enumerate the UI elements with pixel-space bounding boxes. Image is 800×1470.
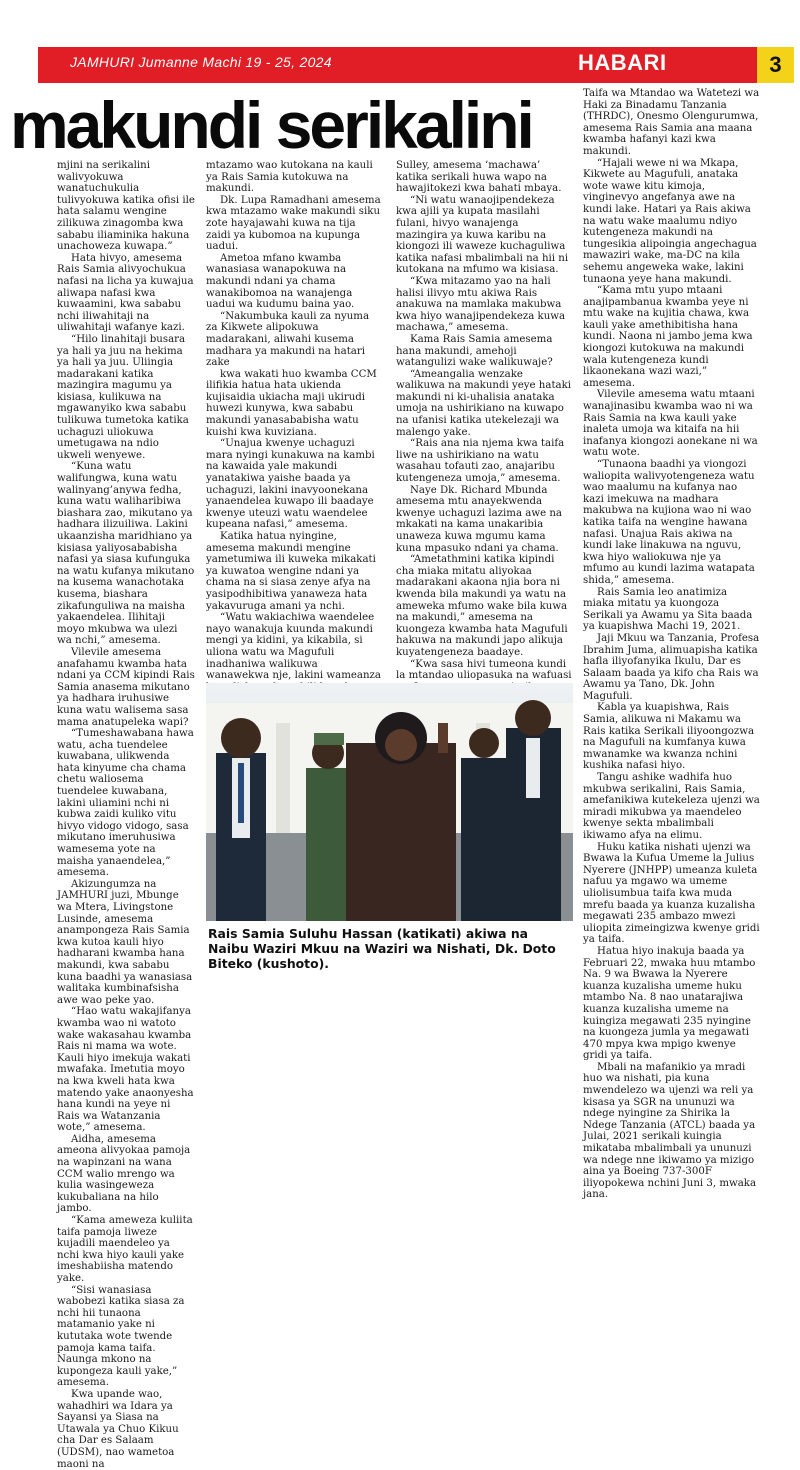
paragraph: “Tunaona baadhi ya viongozi waliopita walivyotengeneza watu wao maalumu na kufanya nao kazi imekuwa na madhara makubwa na kujiona wao ni wao katika taifa na wengine hawana nafasi. Unajua Rais akiwa na kundi lake linakuwa na nguvu, kwa hiyo waliokuwa nje ya mfumo au kundi lazima watapata shida,” amesema.: [583, 459, 755, 586]
paragraph: “Hao watu wakajifanya kwamba wao ni watoto wake wakasahau kwamba Rais ni mama wa wote. Kauli hiyo imekuja wakati mwafaka. Imetutia moyo na kwa kweli hata kwa matendo yake anaonyesha hana kundi na yeye ni Rais wa Watanzania wote,” amesema.: [57, 1006, 194, 1134]
paragraph: Dk. Lupa Ramadhani amesema kwa mtazamo wake makundi siku zote hayajawahi kuwa na tija zaidi ya kubomoa na kupunga uadui.: [206, 194, 381, 253]
paragraph: “Unajua kwenye uchaguzi mara nyingi kunakuwa na kambi na kawaida yale makundi yanatakiwa yaishe baada ya uchaguzi, lakini inavyoonekana yanaendelea kuwapo ili baadaye kwenye uteuzi watu waendelee kupeana nafasi,” amesema.: [206, 438, 375, 531]
news-photo: [206, 683, 573, 921]
paragraph: “Rais ana nia njema kwa taifa liwe na ushirikiano na watu wasahau tofauti zao, anajaribu kutengeneza umoja,” amesema.: [396, 438, 565, 485]
article-column-2: [206, 160, 382, 682]
paragraph: Aidha, amesema ameona alivyokaa pamoja na wapinzani na wana CCM walio mrengo wa kulia wasingeweza kukubaliana na hilo jambo.: [57, 1133, 191, 1215]
paragraph: Jaji Mkuu wa Tanzania, Profesa Ibrahim Juma, alimuapisha katika hafla iliyofanyika Ikulu, Dar es Salaam baada ya kifo cha Rais wa Awamu ya Tano, Dk. John Magufuli.: [583, 632, 760, 702]
article-column-3: [396, 160, 573, 682]
page-number: 3: [769, 52, 782, 77]
paragraph: Naye Dk. Richard Mbunda amesema mtu anayekwenda kwenye uchaguzi lazima awe na mkakati na kama unakaribia unaweza kuwa mgumu kama kuna mpasuko ndani ya chama.: [396, 484, 562, 554]
article-column-4: [583, 88, 760, 1201]
paragraph: “Watu wakiachiwa waendelee nayo wanakuja kuunda makundi mengi ya kidini, ya kikabila, si uliona watu wa Magufuli inadhaniwa walikuwa wanawekwa nje, lakini wameanza: [206, 612, 381, 682]
paragraph: Taifa wa Mtandao wa Watetezi wa Haki za Binadamu Tanzania (THRDC), Onesmo Olengurumwa, amesema Rais Samia ana maana kwamba hafanyi kazi kwa makundi.: [583, 88, 760, 157]
paragraph: Tangu ashike wadhifa huo mkubwa serikalini, Rais Samia, amefanikiwa kutekeleza ujenzi wa miradi mikubwa ya maendeleo kwenye sekta mbalimbali ikiwamo afya na elimu.: [583, 772, 760, 841]
paragraph: “Ni watu wanaojipendekeza kwa ajili ya kupata masilahi fulani, hivyo wanajenga mazingira ya kuwa karibu na kiongozi ili waweze kuchaguliwa katika nafasi mbalimbali na hii ni kutokana na mfumo wa kisiasa.: [396, 194, 569, 276]
paragraph: “Kama ameweza kuliita taifa pamoja liweze kujadili maendeleo ya nchi kwa hiyo kauli yake imeshabiisha matendo yake.: [57, 1215, 193, 1284]
paragraph: “Kwa mitazamo yao na hali halisi ilivyo mtu akiwa Rais anakuwa na mamlaka makubwa kwa hiyo wanajipendekeza kuwa machawa,” amesema.: [396, 275, 566, 334]
paragraph: “Tumeshawabana hawa watu, acha tuendelee kuwabana, ulikwenda hata kinyume cha chama chetu waliosema tuendelee kuwabana, lakini uliamini nchi ni kubwa zaidi kuliko vitu hivyo vidogo vidogo, sasa mikutano imeruhusiwa wamesema yote na maisha yanaendelea,” amesema.: [57, 728, 194, 879]
dateline: JAMHURI Jumanne Machi 19 - 25, 2024: [70, 54, 332, 70]
paragraph: “Ametathmini katika kipindi cha miaka mitatu aliyokaa madarakani akaona njia bora ni kwenda bila makundi ya watu na ameweka mfumo wake bila kuwa na makundi,” amesema na kuongeza kwamba hata Magufuli hakuwa na makundi japo alikuja kuyatengeneza baadaye.: [396, 554, 568, 658]
paragraph: Kabla ya kuapishwa, Rais Samia, alikuwa ni Makamu wa Rais katika Serikali iliyoongozwa na Magufuli na kumfanya kuwa mwanamke wa kwanza nchini kushika nafasi hiyo.: [583, 702, 755, 772]
paragraph: Sulley, amesema ‘machawa’ katika serikali huwa wapo na hawajitokezi kwa bahati mbaya.: [396, 160, 562, 195]
paragraph: Kwa upande wao, wahadhiri wa Idara ya Sayansi ya Siasa na Utawala ya Chuo Kikuu cha Dar es Salaam (UDSM), nao wametoa maoni na: [57, 1388, 179, 1470]
paragraph: Kama Rais Samia amesema hana makundi, amehoji watangulizi wake walikuwaje?: [396, 333, 553, 369]
photo-illustration: [206, 683, 573, 921]
paragraph: “Kama mtu yupo mtaani anajipambanua kwamba yeye ni mtu wake na kujitia chawa, kwa kauli yake amethibitisha hana kundi. Naona ni jambo jema kwa kiongozi kutokuwa na makundi wala kutengeneza kundi likaonekana wazi wazi,” amesema.: [583, 285, 753, 389]
paragraph: mtazamo wao kutokana na kauli ya Rais Samia kutokuwa na makundi.: [206, 160, 373, 195]
paragraph: Hata hivyo, amesema Rais Samia alivyochukua nafasi na licha ya kuwajua aliwapa nafasi kwa kuwaamini, kwa sababu nchi iliwahitaji na uliwahitaji wafanye kazi.: [57, 252, 194, 334]
article-column-1: [57, 160, 195, 1470]
paragraph: Ametoa mfano kwamba wanasiasa wanapokuwa na makundi ndani ya chama wanakibomoa na wanajenga uadui wa kudumu baina yao.: [206, 252, 355, 311]
paragraph: Vilevile amesema anafahamu kwamba hata ndani ya CCM kipindi Rais Samia anasema mikutano ya hadhara iruhusiwe kuna watu walisema sasa mama anatupeleka wapi?: [57, 646, 195, 728]
paragraph: “Kuna watu walifungwa, kuna watu walinyang’anywa fedha, kuna watu waliharibiwa biashara zao, mikutano ya hadhara ilizuiliwa. Lakini ukaanzisha maridhiano ya kisiasa yaliyosababisha nafasi ya siasa kufunguka na watu kufanya mikutano na kusema wanachotaka kusema, biashara zikafunguliwa na maisha yakaendelea. Ilihitaji moyo mkubwa wa ulezi wa nchi,” amesema.: [57, 461, 195, 647]
paragraph: Akizungumza na JAMHURI juzi, Mbunge wa Mtera, Livingstone Lusinde, amesema anampongeza Rais Samia kwa kutoa kauli hiyo hadharani kwamba hana makundi, kwa sababu kuna baadhi ya wanasiasa walitaka kumbinafsisha awe wao peke yao.: [57, 878, 193, 1006]
paragraph: “Ameangalia wenzake walikuwa na makundi yeye hataki makundi ni ki-uhalisia anataka umoja na ushirikiano na kuwapo na ufanisi katika utekelezaji wa malengo yake.: [396, 368, 572, 438]
photo-caption: Rais Samia Suluhu Hassan (katikati) akiwa na Naibu Waziri Mkuu na Waziri wa Nishati, Dk. Doto Biteko (kushoto).: [208, 926, 556, 971]
paragraph: “Kwa sasa hivi tumeona kundi la mtandao uliopasuka na wafuasi: [396, 658, 572, 682]
paragraph: Vilevile amesema watu mtaani wanajinasibu kwamba wao ni wa Rais Samia na kwa kauli yake inaleta umoja wa kitaifa na hii inafanya kiongozi aonekane ni wa watu wote.: [583, 389, 758, 459]
paragraph: “Nakumbuka kauli za nyuma za Kikwete alipokuwa madarakani, aliwahi kusema madhara ya makundi na hatari zake: [206, 310, 370, 369]
section-label: HABARI: [578, 50, 667, 75]
paragraph: Rais Samia leo anatimiza miaka mitatu ya kuongoza Serikali ya Awamu ya Sita baada ya kuapishwa Machi 19, 2021.: [583, 586, 753, 633]
paragraph: Huku katika nishati ujenzi wa Bwawa la Kufua Umeme la Julius Nyerere (JNHPP) umeanza kuleta nafuu ya mgawo wa umeme uliolisumbua taifa kwa muda mrefu baada ya kuanza kuzalisha megawati 235 ambazo mwezi uliopita zimeingizwa kwenye gridi ya taifa.: [583, 841, 760, 946]
paragraph: “Hilo linahitaji busara ya hali ya juu na hekima ya hali ya juu. Uliingia madarakani katika mazingira magumu ya kisiasa, kulikuwa na mgawanyiko kwa sababu tulikuwa tumetoka katika uchaguzi uliokuwa umetugawa na ndio ukweli wenyewe.: [57, 333, 189, 461]
paragraph: Katika hatua nyingine, amesema makundi mengine yametumiwa ili kuweka mikakati ya kuwatoa wengine ndani ya chama na si siasa zenye afya na yasipodhibitiwa yanaweza hata yakavuruga amani ya nchi.: [206, 531, 376, 612]
paragraph: “Sisi wanasiasa wabobezi katika siasa za nchi hii tunaona matamanio yake ni kututaka wote twende pamoja kama taifa. Naunga mkono na kupongeza kauli yake,” amesema.: [57, 1284, 185, 1389]
paragraph: “Hajali wewe ni wa Mkapa, Kikwete au Magufuli, anataka wote wawe kitu kimoja, vinginevyo angefanya awe na kundi lake. Hatari ya Rais akiwa na watu wake maalumu ndiyo kutengeneza makundi na tungesikia alipoingia angechagua mawaziri wake, ma-DC na kila sehemu angeweka wake, lakini tunaona yeye hana makundi.: [583, 157, 757, 285]
paragraph: Hatua hiyo inakuja baada ya Februari 22, mwaka huu mtambo Na. 9 wa Bwawa la Nyerere kuanza kuzalisha umeme huku mtambo Na. 8 nao unatarajiwa kuanza kuzalisha umeme na kuingiza megawati 235 nyingine na kuongeza jumla ya megawati 470 mpya kwa mpigo kwenye gridi ya taifa.: [583, 945, 756, 1062]
paragraph: mjini na serikalini walivyokuwa wanatuchukulia tulivyokuwa katika ofisi ile hata salamu wengine zilikuwa zinagomba kwa sababu iliaminika hakuna unachoweza kuwapa.”: [57, 160, 195, 253]
headline: makundi serikalini: [10, 88, 532, 162]
paragraph: kwa wakati huo kwamba CCM ilifikia hatua hata ukienda kujisaidia ukiacha maji ukirudi huwezi kunywa, kwa sababu makundi yanasababisha watu kuishi kwa kuviziana.: [206, 368, 377, 438]
paragraph: Mbali na mafanikio ya mradi huo wa nishati, pia kuna mwendelezo wa ujenzi wa reli ya kisasa ya SGR na ununuzi wa ndege nyingine za Shirika la Ndege Tanzania (ATCL) baada ya Julai, 2021 serikali kuingia mikataba mbalimbali ya ununuzi wa ndege nne ikiwamo ya mizigo aina ya Boeing 737-300F iliyopokewa nchini Juni 3, mwaka jana.: [583, 1061, 757, 1201]
